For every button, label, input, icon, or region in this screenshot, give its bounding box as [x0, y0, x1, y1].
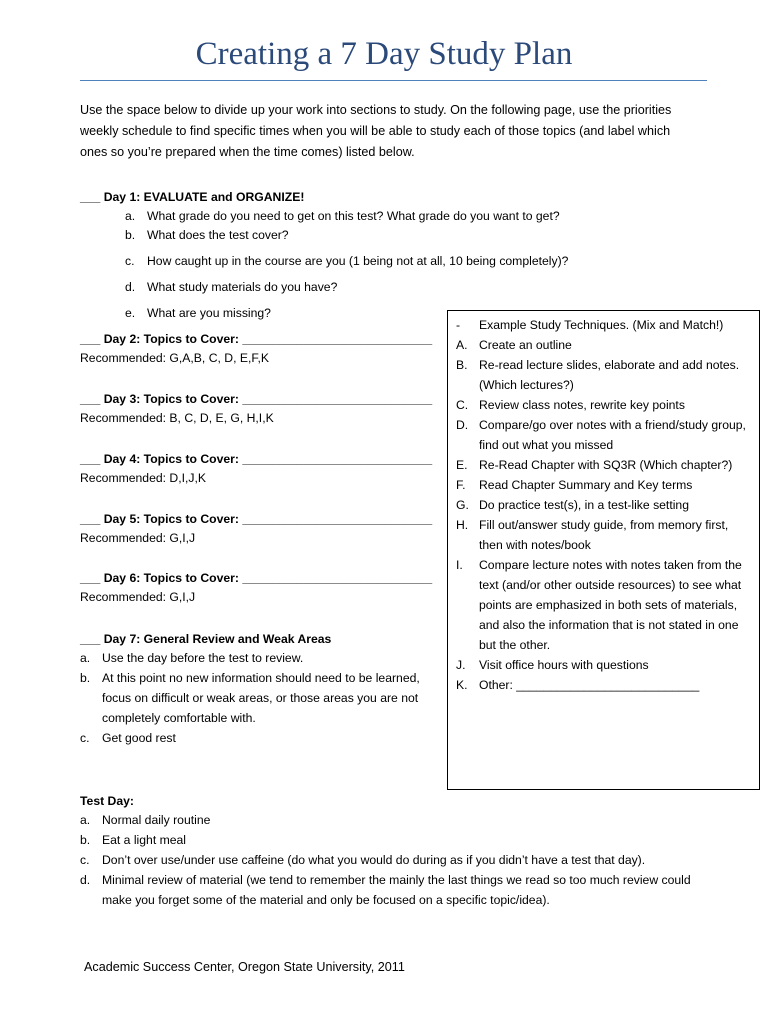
list-item: [80, 648, 425, 668]
list-item-text: Re-Read Chapter with SQ3R (Which chapter?): [479, 458, 733, 472]
list-item: [456, 655, 746, 675]
day5-section: [80, 510, 433, 548]
list-marker: a.: [125, 209, 136, 223]
list-item-text: Compare lecture notes with notes taken from the text (and/or other outside resources) to see what points are emphasized in both sets of materials, and also the information that is not stated in one but the other.: [479, 558, 742, 652]
list-item-text: Compare/go over notes with a friend/study group, find out what you missed: [479, 418, 746, 452]
list-marker: c.: [125, 254, 135, 268]
list-marker: b.: [80, 833, 91, 847]
list-item-text: Get good rest: [102, 731, 176, 745]
day6-section: [80, 569, 433, 607]
day6-heading: ___ Day 6: Topics to Cover: ____________________________: [80, 571, 433, 585]
list-item-text: What study materials do you have?: [147, 280, 338, 294]
list-marker: A.: [456, 338, 468, 352]
list-item-text: Read Chapter Summary and Key terms: [479, 478, 693, 492]
list-item-text: Use the day before the test to review.: [102, 651, 304, 665]
day7-section: [80, 630, 425, 748]
list-item: [456, 415, 746, 455]
list-item: [80, 830, 720, 850]
page-title: Creating a 7 Day Study Plan: [195, 36, 573, 72]
list-item-text: What are you missing?: [147, 306, 271, 320]
list-item: [80, 870, 720, 910]
day3-heading: ___ Day 3: Topics to Cover: ____________________________: [80, 392, 433, 406]
list-item: [80, 810, 720, 830]
list-item: [80, 207, 700, 225]
list-item: [456, 555, 746, 655]
list-item: [456, 355, 746, 395]
list-marker: b.: [125, 228, 136, 242]
day6-recommended: Recommended: G,I,J: [80, 590, 196, 604]
day2-section: [80, 330, 433, 368]
list-marker: I.: [456, 558, 463, 572]
list-item-text: Normal daily routine: [102, 813, 211, 827]
list-item-text: What does the test cover?: [147, 228, 289, 242]
list-marker: e.: [125, 306, 136, 320]
list-item: [456, 515, 746, 555]
list-item-text: At this point no new information should need to be learned, focus on difficult or weak areas, or those areas you are not completely comfortable with.: [102, 671, 420, 725]
list-marker: B.: [456, 358, 468, 372]
list-item-text: Don’t over use/under use caffeine (do what you would do during as if you didn’t have a test that day).: [102, 853, 646, 867]
study-techniques-list: [456, 315, 746, 695]
test-day-list: [80, 810, 720, 910]
study-techniques-box: [447, 310, 760, 790]
list-item: [456, 495, 746, 515]
list-marker: a.: [80, 651, 91, 665]
day2-recommended: Recommended: G,A,B, C, D, E,F,K: [80, 351, 269, 365]
list-marker: C.: [456, 398, 469, 412]
day1-list: [80, 207, 700, 322]
day7-list: [80, 648, 425, 748]
list-item: [456, 455, 746, 475]
list-marker: E.: [456, 458, 468, 472]
day4-section: [80, 450, 433, 488]
list-marker: D.: [456, 418, 469, 432]
list-item: [80, 850, 720, 870]
list-item-text: Example Study Techniques. (Mix and Match!): [479, 318, 724, 332]
list-item-text: Visit office hours with questions: [479, 658, 649, 672]
list-marker: a.: [80, 813, 91, 827]
list-item: [80, 278, 700, 296]
list-marker: -: [456, 318, 461, 332]
list-marker: H.: [456, 518, 469, 532]
list-item-text: Review class notes, rewrite key points: [479, 398, 685, 412]
list-item-text: Do practice test(s), in a test-like setting: [479, 498, 689, 512]
day1-heading: ___ Day 1: EVALUATE and ORGANIZE!: [80, 190, 305, 204]
list-item-text: Eat a light meal: [102, 833, 187, 847]
list-item: [80, 728, 425, 748]
list-marker: d.: [80, 873, 91, 887]
day3-section: [80, 390, 433, 428]
day4-recommended: Recommended: D,I,J,K: [80, 471, 206, 485]
list-item-text: Minimal review of material (we tend to remember the mainly the last things we read so too much review could make you forget some of the material and only be focused on a specific topic/idea).: [102, 873, 691, 907]
list-item: [80, 252, 700, 270]
day2-heading: ___ Day 2: Topics to Cover: ____________________________: [80, 332, 433, 346]
day5-recommended: Recommended: G,I,J: [80, 531, 196, 545]
list-marker: J.: [456, 658, 466, 672]
day3-recommended: Recommended: B, C, D, E, G, H,I,K: [80, 411, 274, 425]
list-item-text: Re-read lecture slides, elaborate and add notes. (Which lectures?): [479, 358, 740, 392]
list-marker: d.: [125, 280, 136, 294]
test-day-section: [80, 792, 720, 910]
list-marker: c.: [80, 731, 90, 745]
list-marker: b.: [80, 671, 91, 685]
list-marker: K.: [456, 678, 468, 692]
intro-paragraph: Use the space below to divide up your work into sections to study. On the following page, use the priorities weekly schedule to find specific times when you will be able to study each of those topics (and label which ones so you’re prepared when the time comes) listed below.: [80, 103, 672, 159]
list-item: [80, 668, 425, 728]
footer-credit: Academic Success Center, Oregon State University, 2011: [84, 960, 405, 974]
list-item: [456, 675, 746, 695]
list-item-text: Fill out/answer study guide, from memory first, then with notes/book: [479, 518, 729, 552]
list-item-text: Create an outline: [479, 338, 572, 352]
test-day-heading: Test Day:: [80, 794, 134, 808]
list-item: [456, 335, 746, 355]
list-marker: F.: [456, 478, 466, 492]
list-marker: G.: [456, 498, 469, 512]
list-item-text: Other: ___________________________: [479, 678, 700, 692]
list-item-text: How caught up in the course are you (1 being not at all, 10 being completely)?: [147, 254, 569, 268]
list-item-text: What grade do you need to get on this test? What grade do you want to get?: [147, 209, 560, 223]
list-item: [80, 226, 700, 244]
day4-heading: ___ Day 4: Topics to Cover: ____________________________: [80, 452, 433, 466]
day7-heading: ___ Day 7: General Review and Weak Areas: [80, 632, 332, 646]
list-marker: c.: [80, 853, 90, 867]
day5-heading: ___ Day 5: Topics to Cover: ____________________________: [80, 512, 433, 526]
title-divider: [80, 80, 707, 81]
list-item: [456, 475, 746, 495]
list-item: [456, 315, 746, 335]
list-item: [456, 395, 746, 415]
day1-section: [80, 188, 700, 322]
